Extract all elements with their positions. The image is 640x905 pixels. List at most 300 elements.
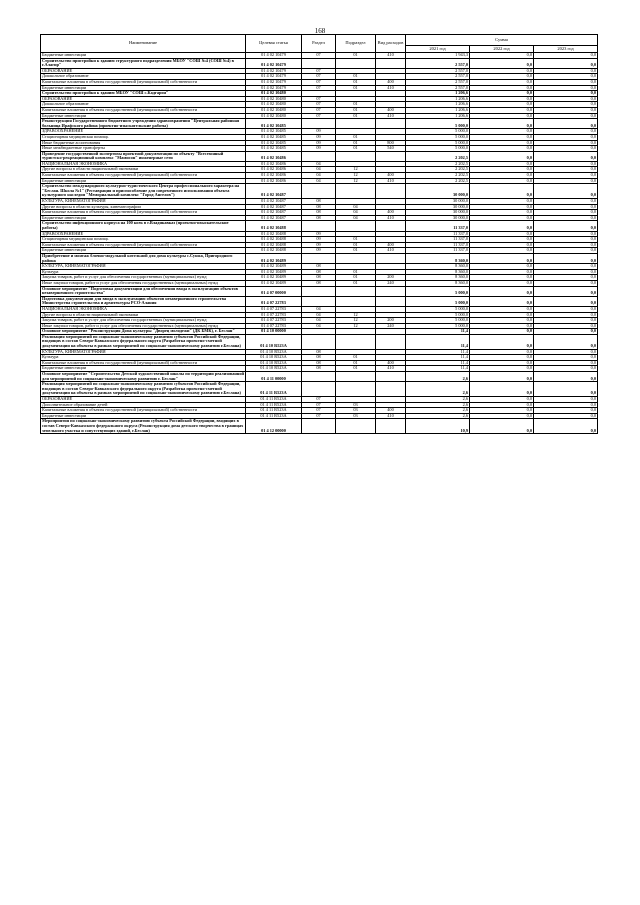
cell-section: 09 [302,146,336,152]
cell-2021: 8 360,0 [406,253,470,263]
cell-name: ЗДРАВООХРАНЕНИЕ [41,129,246,135]
cell-section: 09 [302,231,336,237]
cell-2023: 0,0 [534,296,598,306]
cell-section: 07 [302,79,336,85]
cell-2022: 0,0 [470,382,534,397]
cell-article: 01 4 02 10480 [246,96,302,102]
cell-article: 01 4 02 10486 [246,173,302,179]
cell-2021: 11,4 [406,349,470,355]
cell-2022: 0,0 [470,242,534,248]
cell-2023: 0,0 [534,58,598,68]
cell-2023: 0,0 [534,85,598,91]
cell-expense-type: 240 [376,323,406,329]
cell-2022: 0,0 [470,151,534,161]
page-number: 168 [314,27,326,35]
cell-article: 01 4 02 10486 [246,161,302,167]
budget-table [40,34,598,434]
cell-subsection: 01 [336,360,376,366]
cell-2021: 1 206,6 [406,107,470,113]
cell-2023: 0,0 [534,413,598,419]
header-name: Наименование [41,35,246,53]
cell-subsection [336,296,376,306]
cell-expense-type [376,334,406,349]
cell-2023: 0,0 [534,146,598,152]
cell-article: 01 4 02 10489 [246,253,302,263]
cell-2021: 5 000,0 [406,318,470,324]
cell-subsection: 12 [336,312,376,318]
cell-expense-type [376,382,406,397]
cell-name: Капитальные вложения в объекты государственной (муниципальной) собственности [41,210,246,216]
cell-section: 08 [302,280,336,286]
cell-article: 01 4 07 22783 [246,323,302,329]
cell-2023: 0,0 [534,286,598,296]
cell-expense-type: 240 [376,280,406,286]
cell-2022: 0,0 [470,173,534,179]
cell-section [302,286,336,296]
cell-name: Закупка товаров, работ и услуг для обеспечения государственных (муниципальных) нужд [41,318,246,324]
table-row [41,58,598,68]
cell-article: 01 4 11 R523A [246,413,302,419]
cell-article: 01 4 10 R523A [246,360,302,366]
cell-expense-type [376,419,406,434]
cell-subsection [336,419,376,434]
cell-2022: 0,0 [470,329,534,335]
cell-name: КУЛЬТУРА, КИНЕМАТОГРАФИЯ [41,349,246,355]
cell-2023: 0,0 [534,248,598,254]
cell-subsection: 03 [336,402,376,408]
cell-section: 09 [302,140,336,146]
table-row [41,382,598,397]
cell-name: Реализация мероприятий по социально-экономическому развитию субъектов Российской Федерации, входящих в состав Северо-Кавказского федерального округа (Разработка проектно-сметной документации на объекты в рамках мероприятий по социально-экономическому развитию г.Беслана) [41,382,246,397]
cell-name: Приобретение и монтаж блочно-модульной котельной для дома культуры с.Сунжа, Пригородного района [41,253,246,263]
cell-2021: 1 206,6 [406,91,470,97]
cell-2022: 0,0 [470,178,534,184]
cell-section: 08 [302,275,336,281]
cell-2023: 0,0 [534,53,598,59]
cell-article: 01 4 02 10488 [246,248,302,254]
cell-2023: 0,0 [534,382,598,397]
cell-expense-type: 800 [376,140,406,146]
cell-section: 07 [302,96,336,102]
cell-section: 04 [302,167,336,173]
cell-expense-type: 400 [376,408,406,414]
cell-section: 08 [302,360,336,366]
cell-subsection: 01 [336,85,376,91]
cell-section: 07 [302,85,336,91]
cell-section [302,151,336,161]
cell-name: Подготовка документации для ввода в эксплуатацию объектов незавершенного строительства Министерства строительства и архитектуры РСО-Алания [41,296,246,306]
cell-article: 01 4 02 10480 [246,107,302,113]
cell-2022: 0,0 [470,140,534,146]
cell-2022: 0,0 [470,306,534,312]
table-row [41,419,598,434]
cell-name: Культура [41,355,246,361]
cell-article: 01 4 02 10487 [246,199,302,205]
cell-article: 01 4 02 10480 [246,91,302,97]
cell-2023: 0,0 [534,242,598,248]
cell-name: Дополнительное образование детей [41,402,246,408]
cell-article: 01 4 10 R523A [246,366,302,372]
cell-name: Бюджетные инвестиции [41,215,246,221]
cell-section [302,184,336,199]
cell-name: Основное мероприятие "Подготовка документации для обеспечения ввода в эксплуатацию объектов незавершенного строительства" [41,286,246,296]
cell-2023: 0,0 [534,312,598,318]
cell-2022: 0,0 [470,237,534,243]
cell-2022: 0,0 [470,248,534,254]
cell-2023: 0,0 [534,318,598,324]
cell-2023: 0,0 [534,173,598,179]
cell-2023: 0,0 [534,280,598,286]
cell-section: 08 [302,215,336,221]
cell-2021: 2,6 [406,402,470,408]
table-row [41,372,598,382]
cell-2022: 0,0 [470,68,534,74]
cell-section [302,221,336,231]
cell-2021: 2 202,5 [406,178,470,184]
cell-2021: 2 202,5 [406,161,470,167]
cell-subsection: 04 [336,210,376,216]
cell-article: 01 4 02 10479 [246,58,302,68]
cell-expense-type: 200 [376,318,406,324]
cell-2021: 11,4 [406,334,470,349]
cell-expense-type: 410 [376,85,406,91]
cell-section [302,334,336,349]
cell-2021: 5 000,0 [406,286,470,296]
cell-expense-type: 410 [376,113,406,119]
cell-2021: 2 557,0 [406,68,470,74]
cell-section: 04 [302,312,336,318]
cell-subsection: 01 [336,280,376,286]
cell-2021: 30 000,0 [406,210,470,216]
cell-expense-type [376,372,406,382]
cell-2021: 2,6 [406,408,470,414]
cell-expense-type [376,119,406,129]
cell-subsection: 01 [336,242,376,248]
cell-article: 01 4 02 10487 [246,215,302,221]
cell-2022: 0,0 [470,296,534,306]
cell-2023: 0,0 [534,329,598,335]
cell-2022: 0,0 [470,210,534,216]
cell-expense-type: 400 [376,173,406,179]
cell-name: Капитальные вложения в объекты государственной (муниципальной) собственности [41,242,246,248]
cell-subsection: 01 [336,113,376,119]
cell-name: Бюджетные инвестиции [41,366,246,372]
table-header [41,35,598,53]
cell-2022: 0,0 [470,280,534,286]
cell-2021: 2 202,5 [406,173,470,179]
cell-name: Капитальные вложения в объекты государственной (муниципальной) собственности [41,79,246,85]
cell-name: Капитальные вложения в объекты государственной (муниципальной) собственности [41,408,246,414]
cell-article: 01 4 02 10487 [246,210,302,216]
cell-2021: 1 206,6 [406,102,470,108]
cell-2023: 0,0 [534,349,598,355]
cell-2022: 0,0 [470,102,534,108]
cell-2023: 0,0 [534,178,598,184]
cell-expense-type: 410 [376,248,406,254]
cell-article: 01 4 07 00000 [246,286,302,296]
cell-article: 01 4 02 10479 [246,68,302,74]
cell-article: 01 4 02 10489 [246,269,302,275]
cell-section: 08 [302,349,336,355]
cell-section: 08 [302,366,336,372]
cell-name: Иные бюджетные ассигнования [41,140,246,146]
cell-2023: 0,0 [534,334,598,349]
header-section: Раздел [302,35,336,53]
cell-subsection: 01 [336,79,376,85]
cell-section: 08 [302,269,336,275]
cell-2021: 2 557,0 [406,58,470,68]
cell-subsection [336,372,376,382]
cell-2023: 0,0 [534,215,598,221]
cell-2021: 5 000,0 [406,323,470,329]
cell-section: 04 [302,318,336,324]
header-subsection: Подраздел [336,35,376,53]
cell-2022: 0,0 [470,253,534,263]
cell-subsection [336,58,376,68]
cell-name: Реализация мероприятий по социально-экономическому развитию субъектов Российской Федерации, входящих в состав Северо-Кавказского федерального округа (Разработка проектно-сметной документации на объекты в рамках мероприятий по социально-экономическому развитию г.Беслана) [41,334,246,349]
cell-name: Бюджетные инвестиции [41,248,246,254]
cell-2021: 11 337,0 [406,237,470,243]
cell-2021: 5 000,0 [406,134,470,140]
cell-name: Реконструкция Государственного бюджетного учреждения здравоохранения "Центральная районная больница Ирафского района (проектно-изыскательские работы) [41,119,246,129]
cell-subsection: 01 [336,74,376,80]
cell-expense-type [376,221,406,231]
cell-expense-type [376,184,406,199]
cell-subsection: 01 [336,107,376,113]
cell-2021: 5 000,0 [406,129,470,135]
cell-subsection: 12 [336,318,376,324]
cell-2022: 0,0 [470,79,534,85]
cell-section: 04 [302,173,336,179]
cell-article: 01 4 02 10487 [246,204,302,210]
cell-subsection: 12 [336,178,376,184]
cell-name: КУЛЬТУРА, КИНЕМАТОГРАФИЯ [41,199,246,205]
cell-2023: 0,0 [534,113,598,119]
cell-expense-type: 200 [376,275,406,281]
cell-2022: 0,0 [470,408,534,414]
cell-subsection: 01 [336,269,376,275]
cell-name: Мероприятия по социально-экономическому развитию субъекта Российской Федерации, входящих в состав Северо-Кавказского федерального округа (Реконструкция дома детского творчества в границах земельного участка и сопутствующих зданий, г.Беслан) [41,419,246,434]
cell-name: Другие вопросы в области национальной экономики [41,312,246,318]
cell-article: 01 4 07 22783 [246,306,302,312]
cell-expense-type [376,151,406,161]
cell-name: ЗДРАВООХРАНЕНИЕ [41,231,246,237]
cell-2021: 2,6 [406,413,470,419]
cell-article: 01 4 11 00000 [246,372,302,382]
cell-name: Строительство международного культурно-туристического Центра профессионального характера на "Беслан. Школа №1" (Реставрация и приспособление для современного использования объекта культурного наследия "Мемориальный комплекс "Город Ангелов") [41,184,246,199]
cell-name: ОБРАЗОВАНИЕ [41,68,246,74]
cell-2021: 11 337,0 [406,248,470,254]
cell-subsection: 12 [336,323,376,329]
cell-subsection [336,221,376,231]
cell-2022: 0,0 [470,134,534,140]
cell-2023: 0,0 [534,96,598,102]
cell-2023: 0,0 [534,119,598,129]
cell-article: 01 4 02 10479 [246,74,302,80]
cell-2021: 8 360,0 [406,275,470,281]
cell-2022: 0,0 [470,318,534,324]
cell-subsection: 03 [336,408,376,414]
cell-2021: 5 000,0 [406,119,470,129]
cell-section: 07 [302,397,336,403]
cell-section: 08 [302,355,336,361]
cell-name: Основное мероприятие "Строительство Детской художественной школы по территории реализованной для мероприятий по социально-экономическому развитию г. Беслан" [42,371,244,381]
cell-article: 01 4 02 10485 [246,146,302,152]
cell-2022: 0,0 [470,372,534,382]
cell-section: 07 [302,402,336,408]
cell-article: 01 4 02 10486 [246,167,302,173]
cell-article: 01 4 11 R523A [246,382,302,397]
cell-2023: 0,0 [534,419,598,434]
cell-expense-type: 540 [376,146,406,152]
cell-expense-type: 400 [376,360,406,366]
cell-expense-type: 410 [376,53,406,59]
cell-name: Культура [41,269,246,275]
cell-article: 01 4 02 10479 [246,79,302,85]
cell-subsection: 01 [336,366,376,372]
cell-2023: 0,0 [534,134,598,140]
header-expense-type: Вид расходов [376,35,406,53]
cell-name: Стационарная медицинская помощь [41,134,246,140]
cell-section: 09 [302,242,336,248]
cell-2022: 0,0 [470,85,534,91]
cell-2022: 0,0 [470,204,534,210]
cell-article: 01 4 11 R523A [246,402,302,408]
cell-section [302,419,336,434]
cell-2023: 0,0 [534,323,598,329]
cell-2022: 0,0 [470,323,534,329]
cell-2021: 2 557,0 [406,74,470,80]
cell-2023: 0,0 [534,68,598,74]
cell-expense-type: 410 [376,178,406,184]
cell-name: Капитальные вложения в объекты государственной (муниципальной) собственности [41,107,246,113]
cell-name: Дошкольное образование [41,102,246,108]
cell-subsection [336,286,376,296]
cell-2022: 0,0 [470,269,534,275]
cell-2023: 0,0 [534,306,598,312]
cell-2023: 0,0 [534,91,598,97]
cell-2022: 0,0 [470,119,534,129]
cell-article: 01 4 11 R523A [246,397,302,403]
cell-2022: 0,0 [470,413,534,419]
cell-2022: 0,0 [470,107,534,113]
cell-article: 01 4 02 10486 [246,178,302,184]
cell-2021: 5 000,0 [406,312,470,318]
cell-section: 07 [302,113,336,119]
cell-section [302,372,336,382]
cell-name: Другие вопросы в области национальной экономики [41,167,246,173]
cell-section: 07 [302,408,336,414]
cell-2021: 2,6 [406,382,470,397]
cell-subsection: 01 [336,355,376,361]
cell-section: 07 [302,102,336,108]
cell-2022: 0,0 [470,146,534,152]
cell-name: Бюджетные инвестиции [41,413,246,419]
cell-expense-type: 400 [376,210,406,216]
cell-subsection: 01 [336,248,376,254]
cell-article: 01 4 02 10489 [246,280,302,286]
cell-article: 01 4 07 22783 [246,296,302,306]
cell-subsection [336,253,376,263]
cell-name: ОБРАЗОВАНИЕ [41,96,246,102]
cell-name: НАЦИОНАЛЬНАЯ ЭКОНОМИКА [41,306,246,312]
cell-expense-type: 400 [376,79,406,85]
cell-section [302,253,336,263]
cell-2021: 2 202,5 [406,167,470,173]
cell-article: 01 4 02 10485 [246,134,302,140]
cell-2023: 0,0 [534,161,598,167]
cell-subsection [336,119,376,129]
cell-section [302,296,336,306]
cell-article: 01 4 02 10487 [246,184,302,199]
cell-2021: 8 360,0 [406,269,470,275]
cell-subsection: 04 [336,215,376,221]
cell-2022: 0,0 [470,334,534,349]
cell-2021: 30 000,0 [406,199,470,205]
cell-2022: 0,0 [470,264,534,270]
cell-section: 07 [302,74,336,80]
cell-2023: 0,0 [534,129,598,135]
cell-section: 09 [302,237,336,243]
header-year-2023: 2023 год [534,46,598,53]
cell-2021: 5 000,0 [406,296,470,306]
cell-2021: 11,4 [406,355,470,361]
cell-2023: 0,0 [534,366,598,372]
cell-2021: 1 206,6 [406,96,470,102]
cell-2022: 0,0 [470,199,534,205]
cell-2022: 0,0 [470,275,534,281]
cell-article: 01 4 02 10479 [246,53,302,59]
cell-2023: 0,0 [534,408,598,414]
cell-subsection: 01 [336,237,376,243]
cell-2021: 30 000,0 [406,184,470,199]
header-sum: Сумма [406,35,598,46]
cell-2023: 0,0 [534,210,598,216]
cell-section [302,119,336,129]
cell-article: 01 4 02 10485 [246,129,302,135]
cell-2023: 0,0 [534,355,598,361]
cell-name: Строительство инфекционного корпуса на 100 коек в г.Владикавказ (проектно-изыскательские работы) [41,221,246,231]
cell-name: Капитальные вложения в объекты государственной (муниципальной) собственности [41,360,246,366]
cell-2021: 11,4 [406,366,470,372]
cell-2023: 0,0 [534,397,598,403]
cell-subsection: 12 [336,173,376,179]
cell-section: 04 [302,323,336,329]
cell-subsection [336,382,376,397]
cell-name: КУЛЬТУРА, КИНЕМАТОГРАФИЯ [41,264,246,270]
cell-subsection: 01 [336,134,376,140]
cell-subsection: 01 [336,102,376,108]
cell-article: 01 4 10 R523A [246,334,302,349]
cell-2021: 1 943,3 [406,53,470,59]
cell-2023: 0,0 [534,167,598,173]
table-row [41,334,598,349]
cell-2021: 5 000,0 [406,140,470,146]
cell-section: 09 [302,129,336,135]
cell-2021: 8 360,0 [406,264,470,270]
cell-2021: 11,4 [406,360,470,366]
cell-expense-type [376,58,406,68]
cell-2023: 0,0 [534,107,598,113]
cell-name: Проведение государственной экспертизы проектной документации по объекту "Всесезонный туристско-рекреационный комплекс "Мамисон" инженерные сети [41,151,246,161]
cell-2022: 0,0 [470,53,534,59]
cell-section: 08 [302,199,336,205]
cell-2023: 0,0 [534,151,598,161]
cell-2021: 30 000,0 [406,215,470,221]
cell-2021: 2 557,0 [406,79,470,85]
cell-2023: 0,0 [534,360,598,366]
cell-2022: 0,0 [470,366,534,372]
